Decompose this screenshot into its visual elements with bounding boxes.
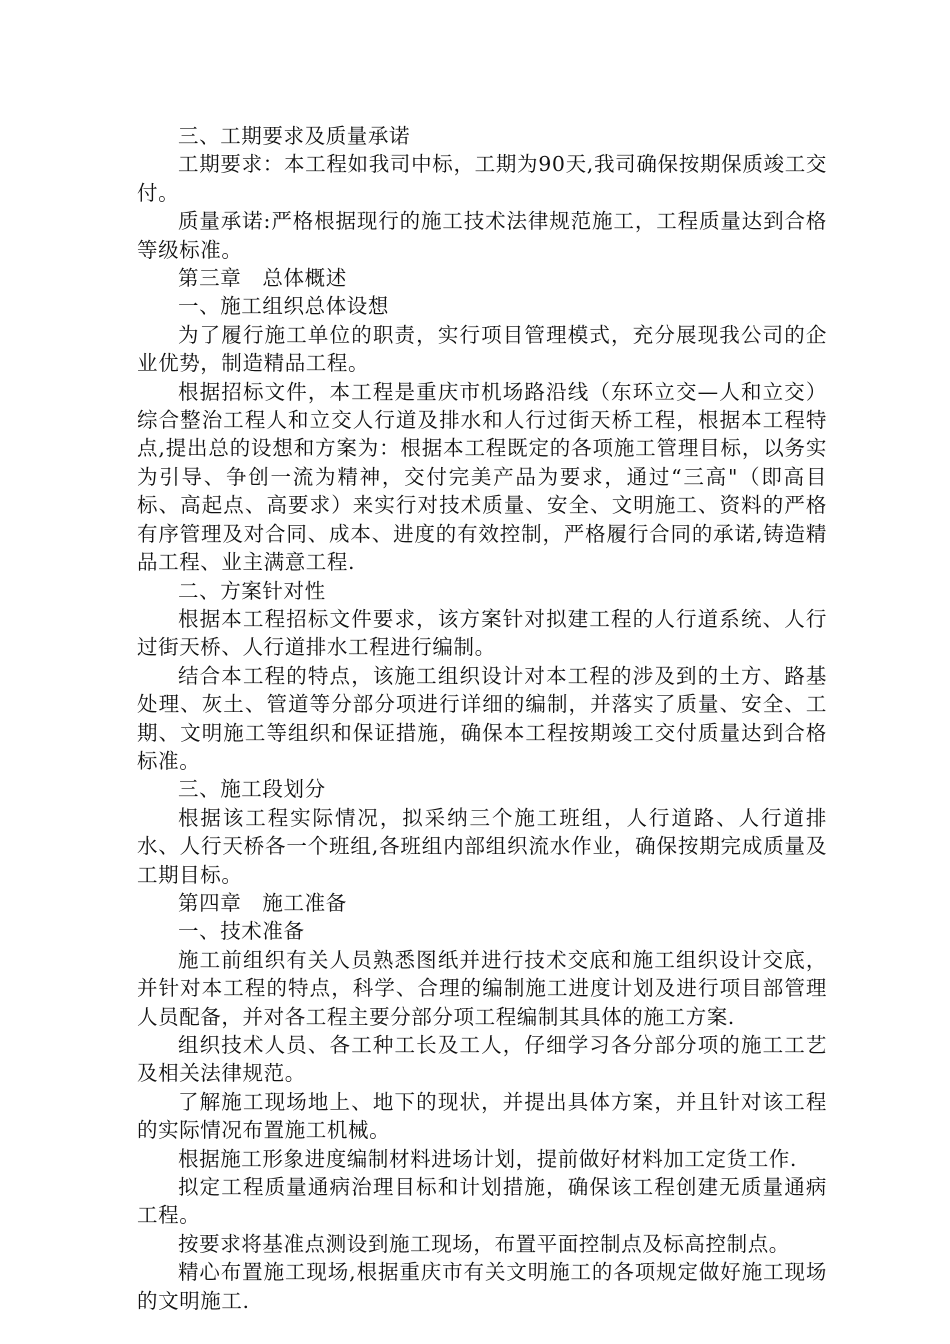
paragraph-staff-training: 组织技术人员、各工种工长及工人，仔细学习各分部分项的施工工艺及相关法律规范。 <box>137 1033 827 1086</box>
section-heading-plan-focus: 二、方案针对性 <box>178 578 326 603</box>
chapter-heading-3: 第三章 总体概述 <box>178 266 347 291</box>
section-heading-overall-concept: 一、施工组织总体设想 <box>178 294 389 319</box>
chapter-heading-4: 第四章 施工准备 <box>178 890 347 915</box>
paragraph-site-layout: 精心布置施工现场,根据重庆市有关文明施工的各项规定做好施工现场的文明施工. <box>137 1260 827 1313</box>
paragraph-quality-commitment: 质量承诺:严格根据现行的施工技术法律规范施工，工程质量达到合格等级标准。 <box>137 209 827 262</box>
paragraph-quality-targets: 拟定工程质量通病治理目标和计划措施，确保该工程创建无质量通病工程。 <box>137 1175 827 1228</box>
paragraph-duty: 为了履行施工单位的职责，实行项目管理模式，充分展现我公司的企业优势，制造精品工程。 <box>137 322 827 376</box>
paragraph-plan-detail: 结合本工程的特点，该施工组织设计对本工程的涉及到的土方、路基处理、灰土、管道等分部分项进行详细的编制，并落实了质量、安全、工期、文明施工等组织和保证措施，确保本工程按期竣工交付质量达到合格标准。 <box>137 663 827 773</box>
paragraph-schedule-requirement: 工期要求：本工程如我司中标，工期为90天,我司确保按期保质竣工交付。 <box>137 152 827 205</box>
paragraph-teams: 根据该工程实际情况，拟采纳三个施工班组，人行道路、人行道排水、人行天桥各一个班组,各班组内部组织流水作业，确保按期完成质量及工期目标。 <box>137 805 827 887</box>
section-heading-schedule-quality: 三、工期要求及质量承诺 <box>178 124 411 148</box>
paragraph-site-survey: 了解施工现场地上、地下的现状，并提出具体方案，并且针对该工程的实际情况布置施工机械。 <box>137 1089 827 1143</box>
paragraph-drawing-review: 施工前组织有关人员熟悉图纸并进行技术交底和施工组织设计交底，并针对本工程的特点，科学、合理的编制施工进度计划及进行项目部管理人员配备，并对各工程主要分部分项工程编制其具体的施工方案. <box>137 947 827 1029</box>
section-heading-segmentation: 三、施工段划分 <box>178 777 326 802</box>
section-heading-technical-prep: 一、技术准备 <box>178 919 305 944</box>
paragraph-project-concept: 根据招标文件，本工程是重庆市机场路沿线（东环立交—人和立交）综合整治工程人和立交人行道及排水和人行过街天桥工程，根据本工程特点,提出总的设想和方案为：根据本工程既定的各项施工管理目标，以务实为引导、争创一流为精神，交付完美产品为要求，通过“三高"（即高目标、高起点、高要求）来实行对技术质量、安全、文明施工、资料的严格有序管理及对合同、成本、进度的有效控制，严格履行合同的承诺,铸造精品工程、业主满意工程. <box>137 379 827 575</box>
document-body <box>137 122 827 1315</box>
paragraph-plan-scope: 根据本工程招标文件要求，该方案针对拟建工程的人行道系统、人行过街天桥、人行道排水工程进行编制。 <box>137 606 827 660</box>
paragraph-benchmarks: 按要求将基准点测设到施工现场，布置平面控制点及标高控制点。 <box>178 1231 790 1256</box>
paragraph-material-plan: 根据施工形象进度编制材料进场计划，提前做好材料加工定货工作. <box>178 1146 798 1171</box>
